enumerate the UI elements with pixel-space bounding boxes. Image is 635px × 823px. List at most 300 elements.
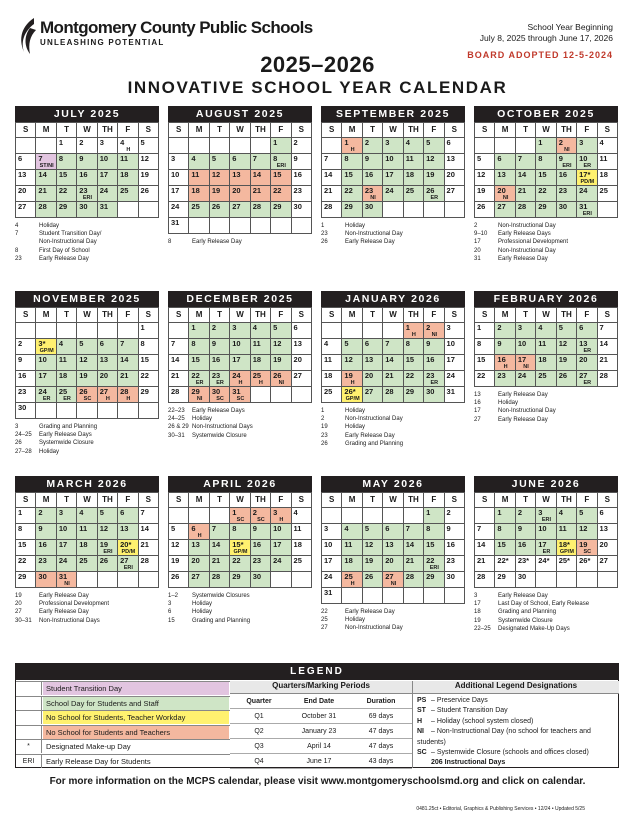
day-cell xyxy=(536,186,556,202)
day-number: 20 xyxy=(385,556,394,565)
day-number: 13 xyxy=(293,339,302,348)
day-number: 12 xyxy=(171,540,180,549)
day-number: 15 xyxy=(477,355,486,364)
day-cell xyxy=(597,556,617,572)
day-cell xyxy=(56,339,76,355)
note-row xyxy=(474,407,618,415)
day-number: 16 xyxy=(211,355,221,364)
note-text: Early Release Day xyxy=(498,416,548,423)
month-block xyxy=(321,476,465,656)
day-number: 25 xyxy=(344,572,353,581)
note-text: Holiday xyxy=(498,400,519,407)
day-number: 30 xyxy=(517,572,527,581)
day-number: 21 xyxy=(477,556,486,565)
day-cell xyxy=(250,154,270,170)
day-number: 28 xyxy=(171,387,180,396)
day-number: 12 xyxy=(426,154,435,163)
day-cell xyxy=(424,186,444,202)
day-number: 29 xyxy=(273,202,282,211)
day-cell xyxy=(515,154,535,170)
note-row xyxy=(321,423,465,431)
day-cell xyxy=(424,339,444,355)
day-cell xyxy=(16,138,36,154)
day-cell xyxy=(138,170,158,186)
day-cell xyxy=(475,323,495,339)
day-number: 1 xyxy=(58,138,64,147)
note-text: Grading and Planning xyxy=(39,424,98,430)
day-number: 5 xyxy=(579,508,584,517)
day-number: 23 xyxy=(293,186,302,195)
legend-row xyxy=(16,681,230,694)
weekday-header: W xyxy=(536,123,556,138)
weekday-header: T xyxy=(515,493,535,508)
note-row xyxy=(15,617,159,625)
day-cell xyxy=(383,138,403,154)
day-number: 12 xyxy=(558,339,568,348)
designation-text: – Non-Instructional Day (no school for teachers and students) xyxy=(417,728,591,746)
day-cell xyxy=(36,170,56,186)
day-number: 3 xyxy=(385,138,390,147)
day-number: 4 xyxy=(252,323,257,332)
day-cell xyxy=(138,154,158,170)
day-number: 20 xyxy=(18,186,27,195)
day-cell xyxy=(597,323,617,339)
day-cell xyxy=(475,170,495,186)
day-cell xyxy=(536,154,556,170)
weekday-header: S xyxy=(291,308,311,323)
day-number: 23* xyxy=(517,556,530,565)
day-number: 13 xyxy=(191,540,200,549)
day-number: 10 xyxy=(324,540,333,549)
note-text: Holiday xyxy=(345,424,366,431)
note-date: 19 xyxy=(321,424,328,431)
day-number: 26 xyxy=(99,556,109,565)
day-number: 18 xyxy=(324,371,333,380)
day-cell xyxy=(209,540,229,556)
day-cell xyxy=(403,588,423,604)
weekday-header: F xyxy=(118,123,138,138)
note-row xyxy=(15,608,159,616)
day-cell xyxy=(209,154,229,170)
day-code: H xyxy=(126,147,131,153)
legend-row xyxy=(16,696,230,709)
quarters-header-row xyxy=(230,694,412,709)
day-cell xyxy=(97,556,117,572)
day-number: 10 xyxy=(517,339,527,348)
day-number: 30 xyxy=(446,572,455,581)
note-row xyxy=(15,423,159,431)
day-code: ER xyxy=(42,396,51,402)
day-cell xyxy=(322,170,342,186)
day-number: 18 xyxy=(344,556,353,565)
month-notes xyxy=(474,592,618,633)
day-number: 25* xyxy=(558,556,570,565)
day-number: 19 xyxy=(344,371,353,380)
day-cell xyxy=(362,540,382,556)
day-cell xyxy=(403,387,423,403)
day-cell xyxy=(291,387,311,403)
weekday-header: W xyxy=(383,493,403,508)
day-number: 29 xyxy=(344,202,353,211)
day-cell xyxy=(56,556,76,572)
day-cell xyxy=(577,170,597,186)
day-cell xyxy=(36,323,56,339)
day-number: 28 xyxy=(324,202,333,211)
day-number: 4 xyxy=(558,508,563,517)
day-number: 30 xyxy=(364,202,374,211)
day-cell xyxy=(36,355,56,371)
day-cell xyxy=(475,339,495,355)
note-date: 20 xyxy=(474,247,481,254)
legend-row xyxy=(16,739,230,752)
day-cell xyxy=(271,540,291,556)
day-cell xyxy=(536,540,556,556)
day-number: 24 xyxy=(517,371,527,380)
day-cell xyxy=(322,588,342,604)
note-row xyxy=(321,407,465,415)
note-date: 15 xyxy=(168,617,175,624)
month-title: FEBRUARY 2026 xyxy=(474,291,618,307)
day-cell xyxy=(597,170,617,186)
designation-code: SC xyxy=(417,749,427,757)
day-cell xyxy=(597,339,617,355)
note-row xyxy=(15,230,159,238)
weekday-header: S xyxy=(475,493,495,508)
note-date: 17 xyxy=(474,601,481,608)
day-number: 9 xyxy=(364,154,370,163)
day-cell xyxy=(56,202,76,218)
day-number: 8 xyxy=(273,154,278,163)
day-cell xyxy=(56,170,76,186)
day-cell xyxy=(515,170,535,186)
day-cell xyxy=(362,371,382,387)
day-number: 17 xyxy=(58,540,68,549)
day-number: 14 xyxy=(405,540,415,549)
day-number: 15 xyxy=(344,170,353,179)
day-number: 14 xyxy=(171,355,180,364)
day-cell xyxy=(475,508,495,524)
day-cell xyxy=(403,202,423,218)
day-cell xyxy=(444,540,464,556)
day-cell xyxy=(97,202,117,218)
day-number: 8 xyxy=(18,524,23,533)
note-date: 8 xyxy=(15,247,19,254)
day-cell xyxy=(403,524,423,540)
day-cell xyxy=(169,572,189,588)
note-text: Professional Development xyxy=(498,239,569,246)
day-cell xyxy=(362,355,382,371)
note-text: Early Release Day xyxy=(345,239,395,246)
day-cell xyxy=(250,138,270,154)
day-number: 22 xyxy=(58,186,68,195)
day-cell xyxy=(56,508,76,524)
note-text: Systemwide Closure xyxy=(498,617,553,624)
day-cell xyxy=(118,170,138,186)
day-cell xyxy=(118,540,138,556)
legend-row xyxy=(16,754,230,767)
day-number: 25 xyxy=(120,186,129,195)
day-number: 6 xyxy=(232,154,237,163)
day-cell xyxy=(230,355,250,371)
note-row xyxy=(168,592,312,600)
day-cell xyxy=(515,556,535,572)
legend-row xyxy=(16,725,230,738)
day-cell xyxy=(403,540,423,556)
day-cell xyxy=(36,556,56,572)
day-cell xyxy=(444,572,464,588)
note-date: 30–31 xyxy=(15,617,32,624)
note-text: Holiday xyxy=(39,223,60,229)
note-row xyxy=(321,230,465,238)
month-notes xyxy=(321,407,465,448)
day-number: 21 xyxy=(211,556,221,565)
weekday-header: W xyxy=(536,493,556,508)
day-cell xyxy=(77,154,97,170)
day-number: 5 xyxy=(344,339,349,348)
day-number: 10 xyxy=(273,524,282,533)
day-cell xyxy=(16,154,36,170)
day-number: 15 xyxy=(191,355,200,364)
day-number: 20 xyxy=(599,540,608,549)
day-number: 11 xyxy=(344,540,353,549)
day-cell xyxy=(230,540,250,556)
month-notes xyxy=(15,222,159,263)
day-number: 11 xyxy=(252,339,261,348)
day-cell xyxy=(230,524,250,540)
weekday-header: S xyxy=(597,493,617,508)
day-number: 25 xyxy=(405,186,415,195)
day-cell xyxy=(230,387,250,403)
day-cell xyxy=(342,170,362,186)
day-number: 8 xyxy=(477,339,482,348)
tagline: UNLEASHING POTENTIAL xyxy=(40,38,165,47)
day-cell xyxy=(322,323,342,339)
day-cell xyxy=(291,540,311,556)
day-cell xyxy=(342,186,362,202)
day-number: 29 xyxy=(58,202,68,211)
day-number: 3 xyxy=(324,524,329,533)
day-cell xyxy=(97,371,117,387)
day-cell xyxy=(36,186,56,202)
day-cell xyxy=(322,387,342,403)
day-number: 23 xyxy=(18,387,27,396)
day-cell xyxy=(597,508,617,524)
weekday-header: F xyxy=(118,308,138,323)
day-number: 18 xyxy=(58,371,68,380)
weekday-header: S xyxy=(444,493,464,508)
note-date: 13 xyxy=(474,392,481,398)
note-row xyxy=(321,616,465,624)
day-cell xyxy=(250,371,270,387)
day-number: 16 xyxy=(517,540,527,549)
day-cell xyxy=(209,218,229,234)
day-number: 23 xyxy=(38,556,47,565)
day-cell xyxy=(271,556,291,572)
day-number: 4 xyxy=(79,508,84,517)
day-number: 6 xyxy=(293,323,298,332)
day-cell xyxy=(515,138,535,154)
note-date: 26 & 29 xyxy=(168,424,189,431)
day-cell xyxy=(291,218,311,234)
day-number: 4 xyxy=(191,154,196,163)
day-number: 7 xyxy=(252,154,257,163)
month-table xyxy=(168,492,312,588)
day-number: 15 xyxy=(497,540,506,549)
month-table xyxy=(168,122,312,234)
designation-code: PS xyxy=(417,697,427,704)
day-cell xyxy=(97,508,117,524)
note-text: Holiday xyxy=(345,617,366,624)
day-code: NI xyxy=(502,195,509,201)
weekday-header: F xyxy=(424,123,444,138)
day-number: 29 xyxy=(232,572,241,581)
day-number: 4 xyxy=(120,138,125,147)
day-cell xyxy=(383,387,403,403)
day-number: 28 xyxy=(252,202,262,211)
day-cell xyxy=(36,540,56,556)
note-row xyxy=(168,415,312,423)
quarter-row xyxy=(230,739,412,754)
day-number: 4 xyxy=(324,339,329,348)
day-cell xyxy=(271,371,291,387)
quarters-col-head: Quarter xyxy=(246,698,272,705)
day-number: 20 xyxy=(232,186,241,195)
note-date: 17 xyxy=(474,408,481,415)
day-number: 1 xyxy=(477,323,482,332)
day-code: H xyxy=(258,380,263,386)
day-cell xyxy=(209,556,229,572)
day-cell xyxy=(189,524,209,540)
quarter-cell: Q2 xyxy=(254,728,264,735)
day-number: 29 xyxy=(191,387,200,396)
day-cell xyxy=(291,572,311,588)
month-block xyxy=(15,476,159,656)
day-number: 2 xyxy=(211,323,217,332)
day-code: ERI xyxy=(541,517,552,523)
day-cell xyxy=(97,540,117,556)
day-cell xyxy=(250,218,270,234)
note-date: 27 xyxy=(321,625,328,632)
weekday-header: S xyxy=(169,123,189,138)
day-cell xyxy=(383,588,403,604)
quarter-cell: April 14 xyxy=(307,743,331,750)
day-number: 19 xyxy=(211,186,221,195)
day-cell xyxy=(209,339,229,355)
day-cell xyxy=(169,186,189,202)
month-title: AUGUST 2025 xyxy=(168,106,312,122)
day-code: NI xyxy=(523,364,529,370)
day-cell xyxy=(495,154,515,170)
day-number: 11 xyxy=(120,154,129,163)
note-date: 20 xyxy=(15,601,22,608)
quarter-cell: Q4 xyxy=(254,758,264,765)
day-code: GP/M xyxy=(39,348,54,354)
day-cell xyxy=(118,508,138,524)
day-number: 5 xyxy=(140,138,145,147)
day-number: 27 xyxy=(120,556,129,565)
day-cell xyxy=(230,371,250,387)
day-cell xyxy=(495,556,515,572)
day-number: 21 xyxy=(171,371,180,380)
quarter-cell: January 23 xyxy=(301,728,337,735)
day-cell xyxy=(577,524,597,540)
day-cell xyxy=(495,371,515,387)
day-cell xyxy=(322,138,342,154)
day-cell xyxy=(424,588,444,604)
day-number: 22 xyxy=(273,186,282,195)
day-code: ST/NI xyxy=(39,163,54,169)
day-cell xyxy=(556,508,576,524)
weekday-header: M xyxy=(36,493,56,508)
day-cell xyxy=(250,540,270,556)
note-row xyxy=(15,600,159,608)
day-cell xyxy=(36,403,56,419)
day-code: NI xyxy=(278,380,285,386)
legend-symbol xyxy=(16,726,42,739)
day-cell xyxy=(97,403,117,419)
note-text: Systemwide Closure xyxy=(192,432,247,439)
day-cell xyxy=(77,403,97,419)
day-cell xyxy=(230,339,250,355)
day-cell xyxy=(515,355,535,371)
day-cell xyxy=(209,572,229,588)
day-number: 19 xyxy=(140,170,149,179)
day-number: 19 xyxy=(79,371,88,380)
day-cell xyxy=(16,524,36,540)
note-date: 24–25 xyxy=(15,432,32,439)
day-cell xyxy=(291,371,311,387)
note-row xyxy=(474,247,618,255)
day-number: 30 xyxy=(38,572,47,581)
day-cell xyxy=(271,323,291,339)
board-adopted: BOARD ADOPTED 12-5-2024 xyxy=(467,50,613,60)
day-code: H xyxy=(350,380,355,386)
day-number: 13 xyxy=(579,339,588,348)
quarter-cell: Q1 xyxy=(254,713,264,720)
day-number: 9 xyxy=(446,524,451,533)
day-cell xyxy=(169,387,189,403)
designation-text: – Student Transition Day xyxy=(431,707,508,715)
day-number: 27 xyxy=(18,202,27,211)
note-date: 19 xyxy=(15,593,22,599)
day-cell xyxy=(597,202,617,218)
day-cell xyxy=(495,524,515,540)
month-block xyxy=(321,291,465,471)
day-cell xyxy=(16,170,36,186)
day-number: 31 xyxy=(579,202,588,211)
note-text: First Day of School xyxy=(39,247,90,254)
day-cell xyxy=(77,186,97,202)
day-cell xyxy=(271,508,291,524)
day-cell xyxy=(271,355,291,371)
weekday-header: M xyxy=(189,308,209,323)
day-number: 1 xyxy=(273,138,278,147)
day-number: 3* xyxy=(38,339,46,348)
day-number: 10 xyxy=(38,355,47,364)
day-number: 27 xyxy=(599,556,608,565)
day-number: 25 xyxy=(79,556,88,565)
day-cell xyxy=(475,524,495,540)
day-code: SC xyxy=(83,396,92,402)
day-code: SC xyxy=(216,396,224,402)
weekday-header: M xyxy=(189,123,209,138)
day-number: 25 xyxy=(252,371,262,380)
weekday-header: S xyxy=(291,123,311,138)
day-cell xyxy=(118,371,138,387)
weekday-header: T xyxy=(209,308,229,323)
day-number: 10 xyxy=(232,339,241,348)
brand-name: Montgomery County Public Schools xyxy=(40,18,313,37)
